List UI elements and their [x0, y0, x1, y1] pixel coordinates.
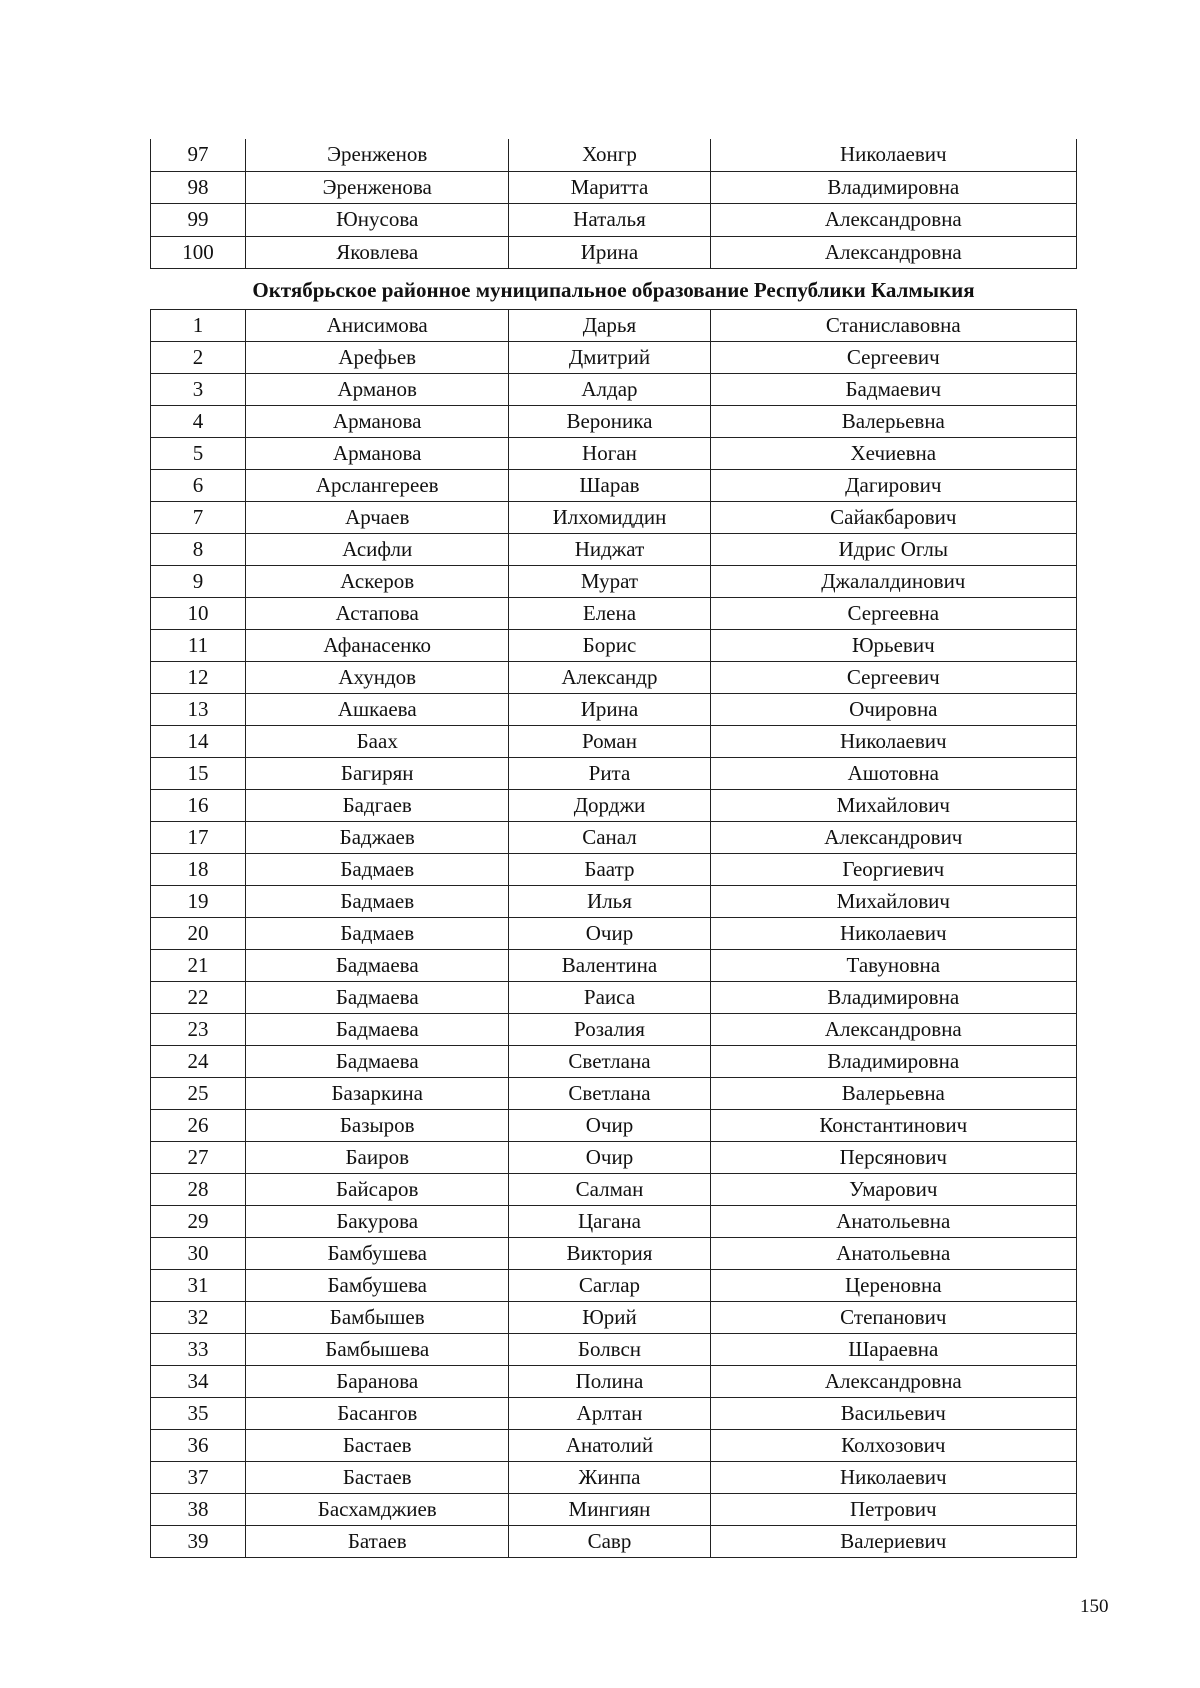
row-number-cell: 11 [151, 630, 246, 662]
row-number-cell: 25 [151, 1078, 246, 1110]
first-name-cell: Арлтан [509, 1398, 710, 1430]
patronymic-cell: Анатольевна [710, 1206, 1076, 1238]
patronymic-cell: Валерьевна [710, 1078, 1076, 1110]
continuation-table-body [151, 139, 1077, 269]
first-name-cell: Дмитрий [509, 342, 710, 374]
surname-cell: Баиров [246, 1142, 509, 1174]
first-name-cell: Очир [509, 918, 710, 950]
table-row [151, 854, 1077, 886]
surname-cell: Базыров [246, 1110, 509, 1142]
table-row [151, 726, 1077, 758]
row-number-cell: 8 [151, 534, 246, 566]
surname-cell: Батаев [246, 1526, 509, 1558]
patronymic-cell: Колхозович [710, 1430, 1076, 1462]
surname-cell: Бакурова [246, 1206, 509, 1238]
table-row [151, 1014, 1077, 1046]
row-number-cell: 4 [151, 406, 246, 438]
patronymic-cell: Михайлович [710, 886, 1076, 918]
page-number: 150 [1080, 1596, 1109, 1617]
surname-cell: Бадмаев [246, 854, 509, 886]
first-name-cell: Савр [509, 1526, 710, 1558]
surname-cell: Бамбушева [246, 1270, 509, 1302]
surname-cell: Юнусова [246, 204, 509, 237]
first-name-cell: Елена [509, 598, 710, 630]
row-number-cell: 26 [151, 1110, 246, 1142]
surname-cell: Бамбышев [246, 1302, 509, 1334]
table-row [151, 1302, 1077, 1334]
surname-cell: Ахундов [246, 662, 509, 694]
table-row [151, 950, 1077, 982]
row-number-cell: 12 [151, 662, 246, 694]
row-number-cell: 7 [151, 502, 246, 534]
surname-cell: Бастаев [246, 1430, 509, 1462]
row-number-cell: 98 [151, 171, 246, 204]
surname-cell: Арманова [246, 406, 509, 438]
section-table [150, 309, 1077, 1558]
surname-cell: Бадмаева [246, 982, 509, 1014]
table-row [151, 1046, 1077, 1078]
row-number-cell: 20 [151, 918, 246, 950]
table-row [151, 982, 1077, 1014]
table-row [151, 502, 1077, 534]
surname-cell: Арманов [246, 374, 509, 406]
surname-cell: Анисимова [246, 310, 509, 342]
patronymic-cell: Николаевич [710, 139, 1076, 171]
row-number-cell: 5 [151, 438, 246, 470]
first-name-cell: Очир [509, 1110, 710, 1142]
row-number-cell: 33 [151, 1334, 246, 1366]
row-number-cell: 15 [151, 758, 246, 790]
table-row [151, 1526, 1077, 1558]
surname-cell: Бамбушева [246, 1238, 509, 1270]
first-name-cell: Илхомиддин [509, 502, 710, 534]
row-number-cell: 29 [151, 1206, 246, 1238]
section-table-body [151, 310, 1077, 1558]
row-number-cell: 24 [151, 1046, 246, 1078]
row-number-cell: 14 [151, 726, 246, 758]
surname-cell: Бадмаев [246, 886, 509, 918]
table-row [151, 1078, 1077, 1110]
table-row [151, 1462, 1077, 1494]
surname-cell: Асифли [246, 534, 509, 566]
patronymic-cell: Идрис Оглы [710, 534, 1076, 566]
surname-cell: Басхамджиев [246, 1494, 509, 1526]
patronymic-cell: Бадмаевич [710, 374, 1076, 406]
patronymic-cell: Дагирович [710, 470, 1076, 502]
surname-cell: Арманова [246, 438, 509, 470]
first-name-cell: Ноган [509, 438, 710, 470]
surname-cell: Баах [246, 726, 509, 758]
table-row [151, 1398, 1077, 1430]
patronymic-cell: Николаевич [710, 726, 1076, 758]
table-row [151, 630, 1077, 662]
patronymic-cell: Владимировна [710, 982, 1076, 1014]
row-number-cell: 31 [151, 1270, 246, 1302]
patronymic-cell: Николаевич [710, 918, 1076, 950]
row-number-cell: 39 [151, 1526, 246, 1558]
row-number-cell: 1 [151, 310, 246, 342]
first-name-cell: Валентина [509, 950, 710, 982]
row-number-cell: 9 [151, 566, 246, 598]
surname-cell: Арчаев [246, 502, 509, 534]
table-row [151, 310, 1077, 342]
patronymic-cell: Александрович [710, 822, 1076, 854]
patronymic-cell: Сайакбарович [710, 502, 1076, 534]
first-name-cell: Илья [509, 886, 710, 918]
row-number-cell: 32 [151, 1302, 246, 1334]
table-row [151, 1238, 1077, 1270]
row-number-cell: 97 [151, 139, 246, 171]
table-row [151, 236, 1077, 269]
patronymic-cell: Александровна [710, 236, 1076, 269]
table-row [151, 1334, 1077, 1366]
patronymic-cell: Степанович [710, 1302, 1076, 1334]
patronymic-cell: Очировна [710, 694, 1076, 726]
first-name-cell: Ниджат [509, 534, 710, 566]
surname-cell: Баджаев [246, 822, 509, 854]
table-row [151, 1270, 1077, 1302]
surname-cell: Эренженова [246, 171, 509, 204]
table-row [151, 1142, 1077, 1174]
row-number-cell: 17 [151, 822, 246, 854]
surname-cell: Бадмаева [246, 1014, 509, 1046]
first-name-cell: Вероника [509, 406, 710, 438]
first-name-cell: Хонгр [509, 139, 710, 171]
first-name-cell: Санал [509, 822, 710, 854]
row-number-cell: 35 [151, 1398, 246, 1430]
first-name-cell: Болвсн [509, 1334, 710, 1366]
patronymic-cell: Николаевич [710, 1462, 1076, 1494]
first-name-cell: Борис [509, 630, 710, 662]
patronymic-cell: Джалалдинович [710, 566, 1076, 598]
first-name-cell: Александр [509, 662, 710, 694]
row-number-cell: 19 [151, 886, 246, 918]
row-number-cell: 2 [151, 342, 246, 374]
table-row [151, 1110, 1077, 1142]
table-row [151, 790, 1077, 822]
surname-cell: Бадмаева [246, 950, 509, 982]
patronymic-cell: Сергеевна [710, 598, 1076, 630]
surname-cell: Астапова [246, 598, 509, 630]
first-name-cell: Роман [509, 726, 710, 758]
surname-cell: Басангов [246, 1398, 509, 1430]
first-name-cell: Баатр [509, 854, 710, 886]
first-name-cell: Шарав [509, 470, 710, 502]
patronymic-cell: Сергеевич [710, 342, 1076, 374]
table-row [151, 822, 1077, 854]
patronymic-cell: Владимировна [710, 171, 1076, 204]
row-number-cell: 23 [151, 1014, 246, 1046]
row-number-cell: 21 [151, 950, 246, 982]
surname-cell: Бадгаев [246, 790, 509, 822]
table-row [151, 1430, 1077, 1462]
surname-cell: Афанасенко [246, 630, 509, 662]
row-number-cell: 3 [151, 374, 246, 406]
patronymic-cell: Васильевич [710, 1398, 1076, 1430]
row-number-cell: 37 [151, 1462, 246, 1494]
table-row [151, 886, 1077, 918]
first-name-cell: Светлана [509, 1046, 710, 1078]
table-row [151, 470, 1077, 502]
surname-cell: Бастаев [246, 1462, 509, 1494]
row-number-cell: 22 [151, 982, 246, 1014]
patronymic-cell: Петрович [710, 1494, 1076, 1526]
patronymic-cell: Станиславовна [710, 310, 1076, 342]
first-name-cell: Полина [509, 1366, 710, 1398]
table-row [151, 1206, 1077, 1238]
patronymic-cell: Александровна [710, 1014, 1076, 1046]
patronymic-cell: Георгиевич [710, 854, 1076, 886]
first-name-cell: Салман [509, 1174, 710, 1206]
patronymic-cell: Валерьевна [710, 406, 1076, 438]
table-row [151, 1174, 1077, 1206]
surname-cell: Арефьев [246, 342, 509, 374]
first-name-cell: Наталья [509, 204, 710, 237]
surname-cell: Бамбышева [246, 1334, 509, 1366]
patronymic-cell: Владимировна [710, 1046, 1076, 1078]
first-name-cell: Виктория [509, 1238, 710, 1270]
surname-cell: Бадмаев [246, 918, 509, 950]
table-row [151, 204, 1077, 237]
row-number-cell: 18 [151, 854, 246, 886]
patronymic-cell: Цереновна [710, 1270, 1076, 1302]
first-name-cell: Мурат [509, 566, 710, 598]
row-number-cell: 28 [151, 1174, 246, 1206]
table-row [151, 171, 1077, 204]
row-number-cell: 13 [151, 694, 246, 726]
row-number-cell: 10 [151, 598, 246, 630]
surname-cell: Байсаров [246, 1174, 509, 1206]
first-name-cell: Маритта [509, 171, 710, 204]
first-name-cell: Ирина [509, 694, 710, 726]
table-row [151, 662, 1077, 694]
row-number-cell: 30 [151, 1238, 246, 1270]
patronymic-cell: Ашотовна [710, 758, 1076, 790]
table-row [151, 1366, 1077, 1398]
patronymic-cell: Михайлович [710, 790, 1076, 822]
table-row [151, 139, 1077, 171]
patronymic-cell: Хечиевна [710, 438, 1076, 470]
table-row [151, 374, 1077, 406]
first-name-cell: Ирина [509, 236, 710, 269]
table-row [151, 534, 1077, 566]
patronymic-cell: Умарович [710, 1174, 1076, 1206]
table-row [151, 918, 1077, 950]
surname-cell: Багирян [246, 758, 509, 790]
table-row [151, 438, 1077, 470]
patronymic-cell: Шараевна [710, 1334, 1076, 1366]
table-row [151, 598, 1077, 630]
row-number-cell: 100 [151, 236, 246, 269]
row-number-cell: 16 [151, 790, 246, 822]
first-name-cell: Жинпа [509, 1462, 710, 1494]
patronymic-cell: Валериевич [710, 1526, 1076, 1558]
first-name-cell: Анатолий [509, 1430, 710, 1462]
table-row [151, 758, 1077, 790]
surname-cell: Бадмаева [246, 1046, 509, 1078]
table-row [151, 1494, 1077, 1526]
patronymic-cell: Сергеевич [710, 662, 1076, 694]
first-name-cell: Раиса [509, 982, 710, 1014]
section-title: Октябрьское районное муниципальное образование Республики Калмыкия [252, 278, 975, 302]
first-name-cell: Светлана [509, 1078, 710, 1110]
table-row [151, 694, 1077, 726]
patronymic-cell: Константинович [710, 1110, 1076, 1142]
continuation-table [150, 139, 1077, 269]
surname-cell: Ашкаева [246, 694, 509, 726]
surname-cell: Яковлева [246, 236, 509, 269]
row-number-cell: 38 [151, 1494, 246, 1526]
first-name-cell: Цагана [509, 1206, 710, 1238]
surname-cell: Арслангереев [246, 470, 509, 502]
patronymic-cell: Александровна [710, 204, 1076, 237]
first-name-cell: Мингиян [509, 1494, 710, 1526]
patronymic-cell: Тавуновна [710, 950, 1076, 982]
first-name-cell: Рита [509, 758, 710, 790]
table-row [151, 342, 1077, 374]
patronymic-cell: Юрьевич [710, 630, 1076, 662]
first-name-cell: Очир [509, 1142, 710, 1174]
row-number-cell: 99 [151, 204, 246, 237]
patronymic-cell: Александровна [710, 1366, 1076, 1398]
surname-cell: Баранова [246, 1366, 509, 1398]
first-name-cell: Саглар [509, 1270, 710, 1302]
first-name-cell: Дарья [509, 310, 710, 342]
table-row [151, 566, 1077, 598]
row-number-cell: 34 [151, 1366, 246, 1398]
first-name-cell: Алдар [509, 374, 710, 406]
table-row [151, 406, 1077, 438]
first-name-cell: Дорджи [509, 790, 710, 822]
surname-cell: Аскеров [246, 566, 509, 598]
patronymic-cell: Персянович [710, 1142, 1076, 1174]
first-name-cell: Розалия [509, 1014, 710, 1046]
patronymic-cell: Анатольевна [710, 1238, 1076, 1270]
first-name-cell: Юрий [509, 1302, 710, 1334]
row-number-cell: 27 [151, 1142, 246, 1174]
surname-cell: Базаркина [246, 1078, 509, 1110]
row-number-cell: 6 [151, 470, 246, 502]
row-number-cell: 36 [151, 1430, 246, 1462]
surname-cell: Эренженов [246, 139, 509, 171]
